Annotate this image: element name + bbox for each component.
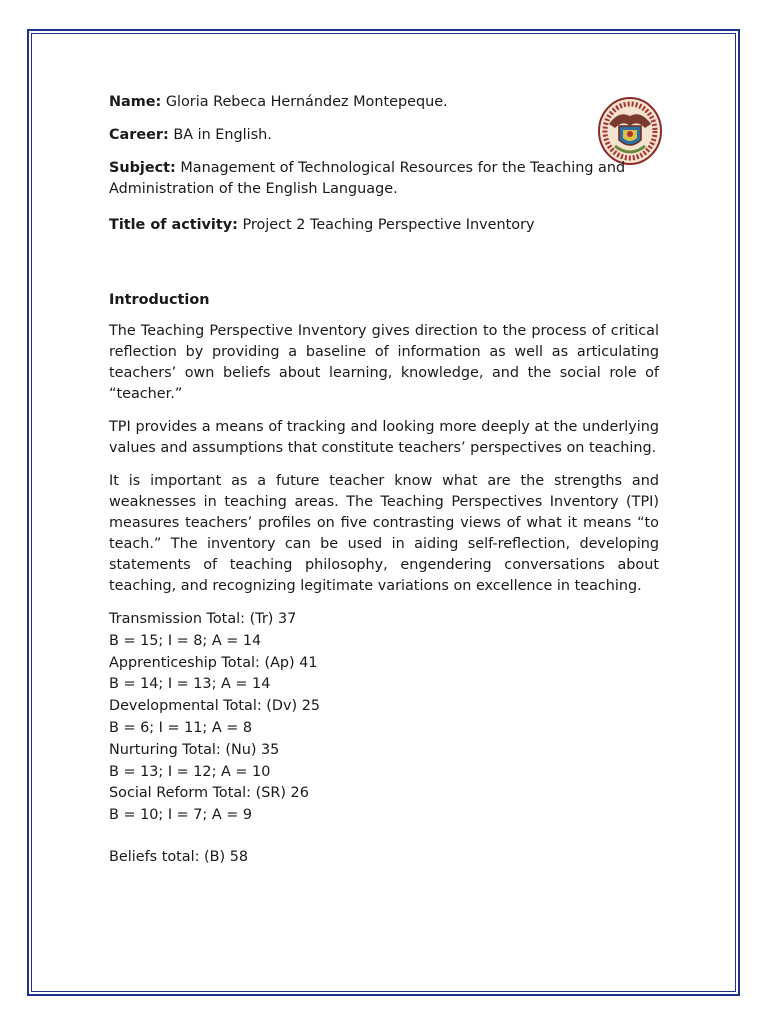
document-body: [109, 92, 659, 869]
title-value: Project 2 Teaching Perspective Inventory: [237, 217, 535, 233]
title-label: Title of activity:: [109, 217, 238, 233]
introduction-heading: Introduction: [109, 292, 210, 308]
results-list: [109, 609, 659, 827]
result-line: Developmental Total: (Dv) 25: [109, 698, 321, 715]
result-line: B = 10; I = 7; A = 9: [109, 807, 253, 824]
result-line: Apprenticeship Total: (Ap) 41: [109, 654, 318, 671]
result-line: B = 6; I = 11; A = 8: [109, 719, 253, 736]
name-field: [109, 92, 659, 113]
name-label: Name:: [109, 94, 162, 110]
subject-label: Subject:: [109, 160, 176, 176]
beliefs-total: Beliefs total: (B) 58: [109, 848, 249, 865]
result-line: Nurturing Total: (Nu) 35: [109, 741, 280, 758]
result-line: Social Reform Total: (SR) 26: [109, 785, 309, 802]
result-line: B = 15; I = 8; A = 14: [109, 632, 262, 649]
result-line: B = 13; I = 12; A = 10: [109, 763, 271, 780]
subject-value: Management of Technological Resources for the Teaching and Administration of the English Language.: [109, 160, 626, 197]
intro-paragraph-1: The Teaching Perspective Inventory gives direction to the process of critical reflection by providing a baseline of information as well as articulating teachers’ own beliefs about learning, knowledge, and the social role of “teacher.”: [109, 323, 659, 402]
intro-paragraph-2: TPI provides a means of tracking and looking more deeply at the underlying values and assumptions that constitute teachers’ perspectives on teaching.: [109, 419, 659, 456]
intro-paragraph-3: It is important as a future teacher know what are the strengths and weaknesses in teaching areas. The Teaching Perspectives Inventory (TPI) measures teachers’ profiles on five contrasting views of what it means “to teach.” The inventory can be used in aiding self-reflection, developing statements of teaching philosophy, engendering conversations about teaching, and recognizing legitimate variations on excellence in teaching.: [109, 473, 659, 594]
career-label: Career:: [109, 127, 169, 143]
result-line: B = 14; I = 13; A = 14: [109, 676, 271, 693]
title-field: [109, 215, 659, 236]
subject-field: [109, 158, 661, 200]
name-value: Gloria Rebeca Hernández Montepeque.: [161, 94, 448, 110]
result-line: Transmission Total: (Tr) 37: [109, 611, 297, 627]
career-value: BA in English.: [168, 127, 272, 143]
career-field: [109, 125, 659, 146]
